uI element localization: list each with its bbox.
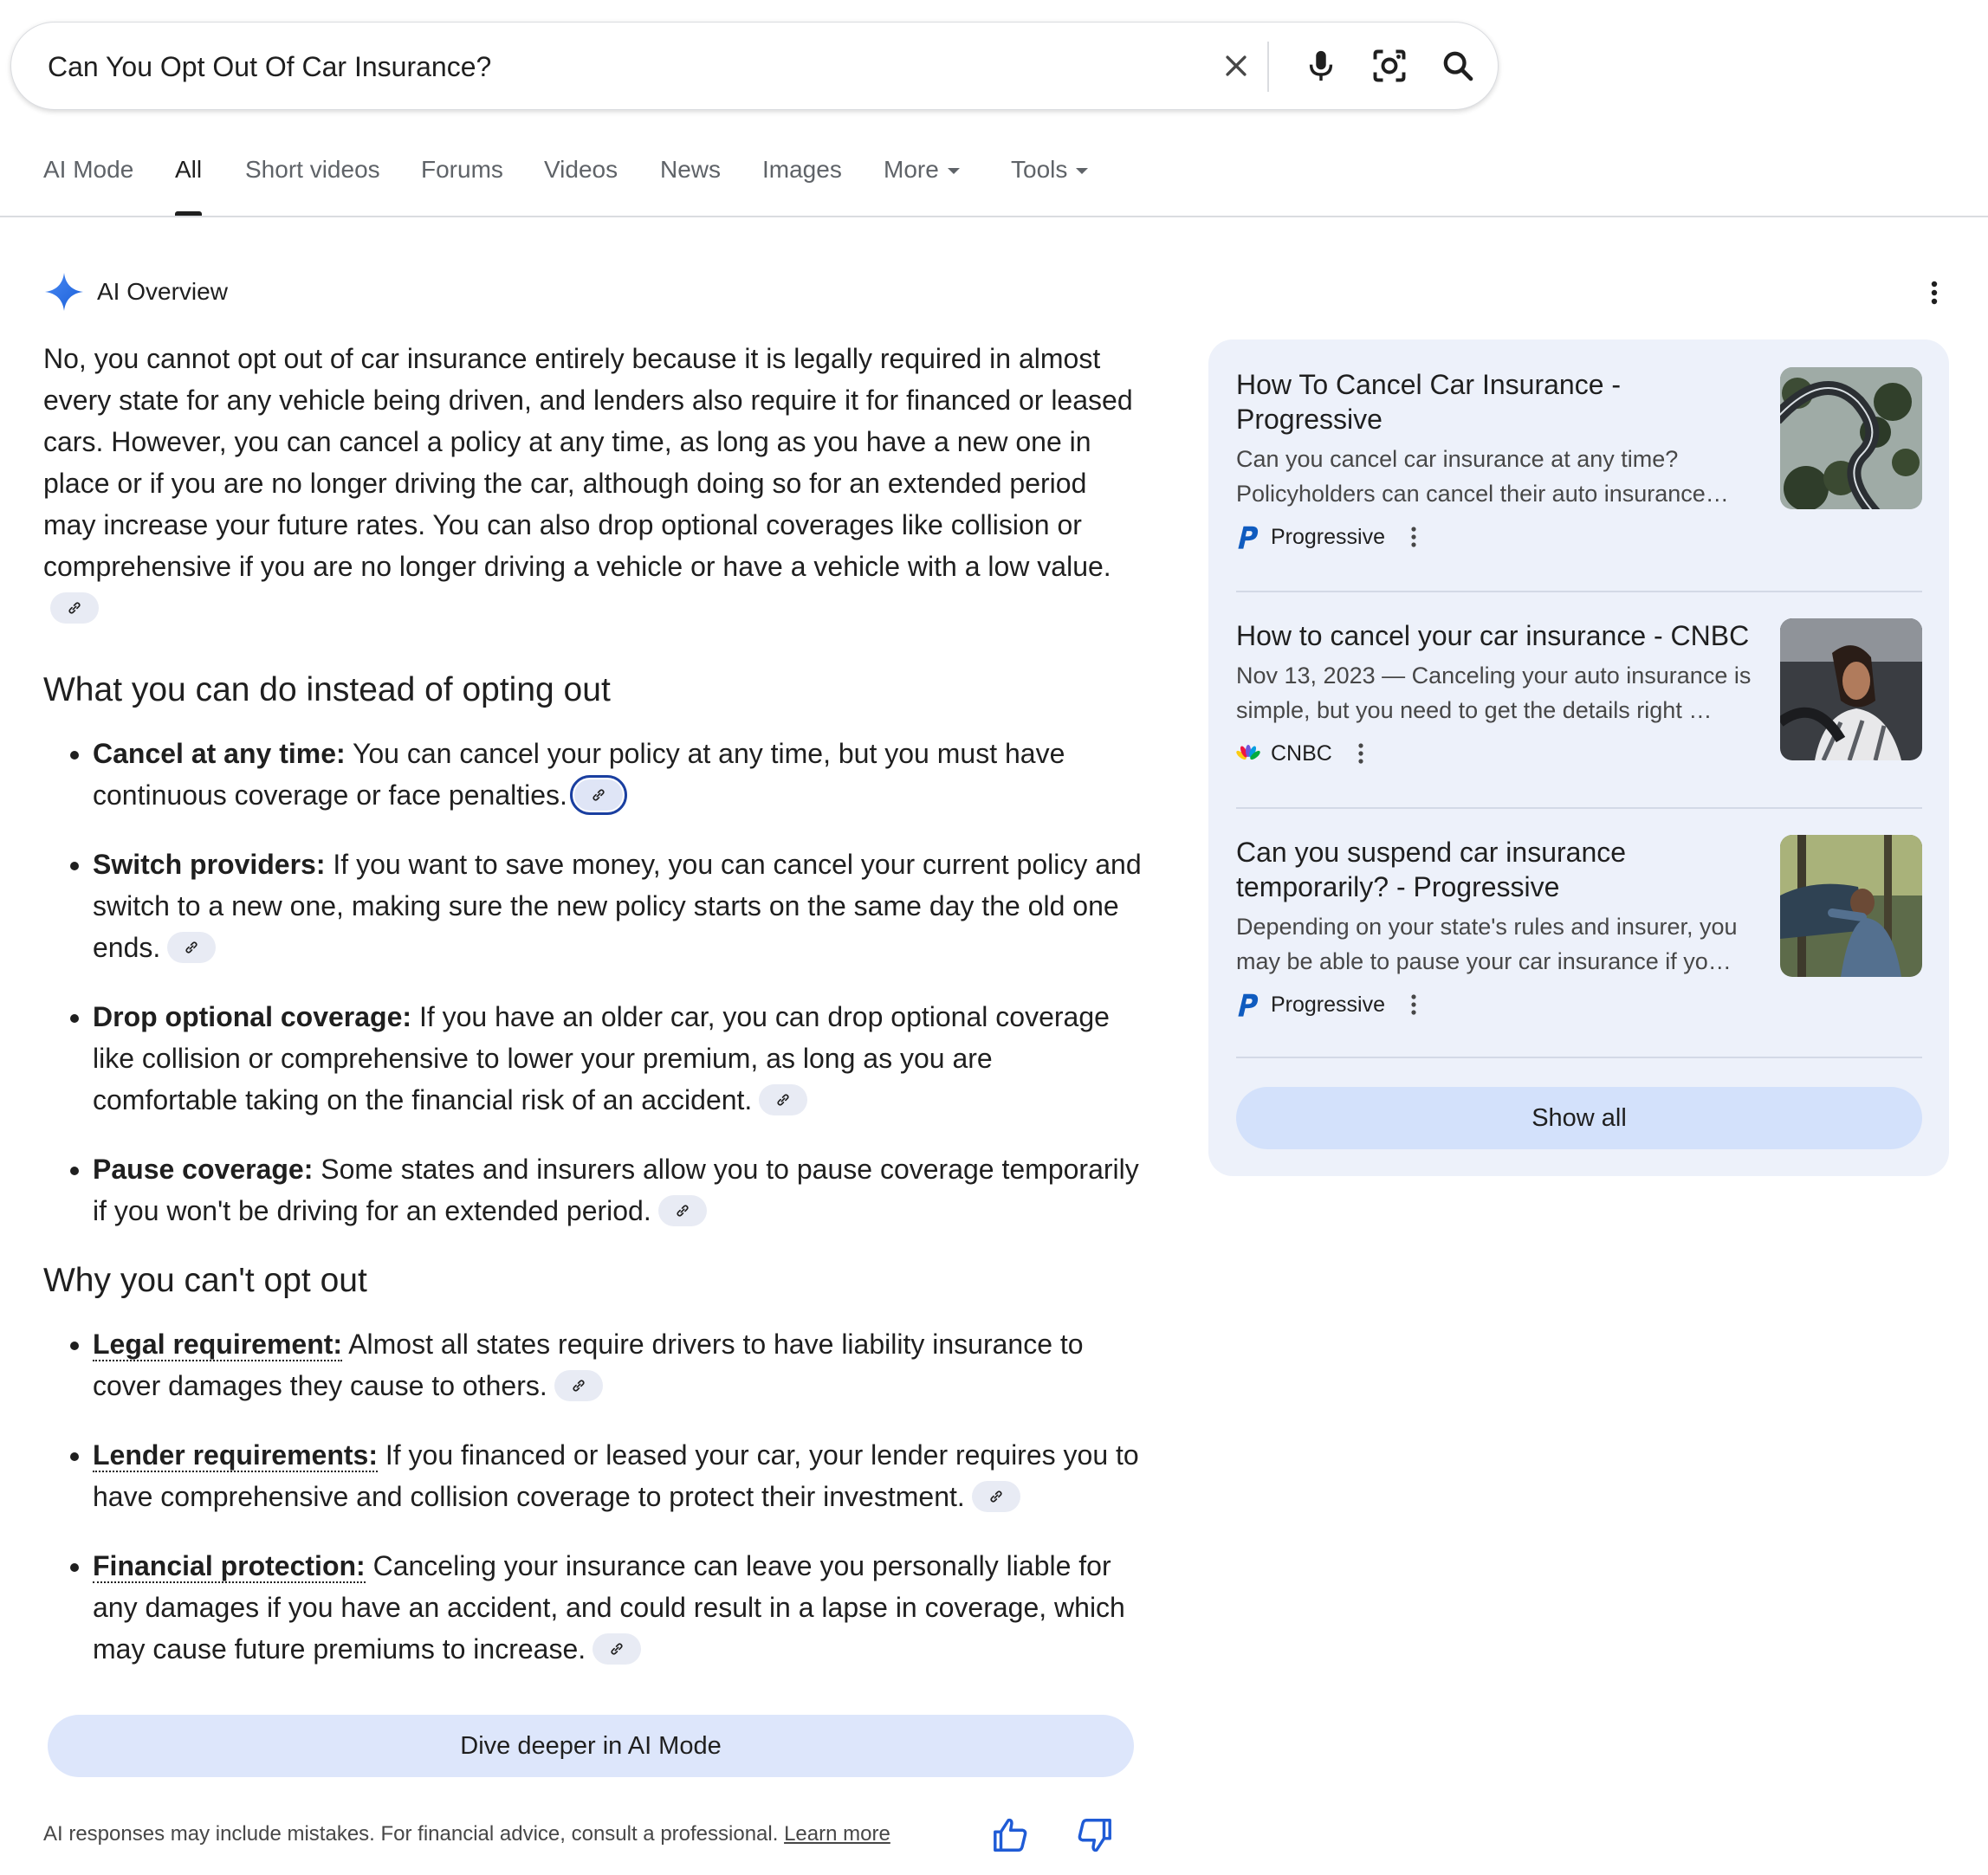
item-text: If you want to save money, you can cancel your current policy and switch to a new one, making sure the new policy starts on the same day the old one ends.	[93, 849, 1142, 963]
item-term-link[interactable]: Legal requirement:	[93, 1329, 343, 1360]
source-attribution	[1236, 987, 1922, 1022]
tab-images[interactable]	[762, 156, 842, 217]
item-term: Pause coverage:	[93, 1154, 314, 1185]
tab-all[interactable]	[175, 156, 202, 217]
source-card[interactable]	[1236, 618, 1922, 771]
overview-intro	[43, 338, 1143, 629]
tools-button[interactable]	[1011, 156, 1088, 217]
thumbs-down-icon[interactable]	[1074, 1815, 1114, 1855]
progressive-logo-icon	[1236, 992, 1260, 1018]
tab-label: Tools	[1011, 156, 1068, 183]
source-card[interactable]	[1236, 367, 1922, 554]
source-card[interactable]	[1236, 835, 1922, 1022]
disclaimer-text: AI responses may include mistakes. For financial advice, consult a professional.	[43, 1822, 779, 1846]
source-menu-icon[interactable]	[1408, 524, 1420, 550]
source-snippet: Nov 13, 2023 — Canceling your auto insurance is simple, but you need to get the details right …	[1236, 663, 1752, 723]
search-icon[interactable]	[1437, 45, 1479, 87]
driver-thumbnail-image	[1780, 618, 1922, 760]
dive-deeper-button[interactable]: Dive deeper in AI Mode	[48, 1715, 1134, 1777]
item-term: Switch providers:	[93, 849, 326, 880]
item-term: Cancel at any time:	[93, 738, 346, 769]
source-name: Progressive	[1271, 524, 1385, 549]
item-text: If you have an older car, you can drop optional coverage like collision or comprehensive to lower your premium, as long as you are comfortable taking on the financial risk of an accident.	[93, 1001, 1110, 1115]
item-text: Almost all states require drivers to have liability insurance to cover damages they cause to others.	[93, 1329, 1084, 1401]
disclaimer	[43, 1822, 890, 1846]
item-text: Canceling your insurance can leave you personally liable for any damages if you have an accident, and could result in a lapse in coverage, which may cause future premiums to increase.	[93, 1550, 1125, 1665]
section-heading: Why you can't opt out	[43, 1262, 367, 1299]
tab-label: Images	[762, 156, 842, 183]
mic-icon[interactable]	[1300, 45, 1342, 87]
citation-link-icon[interactable]	[593, 1633, 641, 1665]
tab-label: Videos	[544, 156, 618, 183]
card-divider	[1236, 807, 1922, 809]
citation-link-icon[interactable]	[574, 779, 623, 811]
tab-label: Short videos	[245, 156, 380, 183]
citation-link-icon[interactable]	[972, 1481, 1020, 1512]
chevron-down-icon	[1076, 168, 1088, 174]
list-item	[93, 1148, 1143, 1232]
learn-more-link[interactable]: Learn more	[784, 1822, 890, 1846]
section-heading: What you can do instead of opting out	[43, 671, 611, 708]
intro-text: No, you cannot opt out of car insurance entirely because it is legally required in almost every state for any vehicle being driven, and lenders also require it for financed or leased cars. However, you can cancel a policy at any time, as long as you have a new one in place or if you are no longer driving the car, although doing so for an extended period may increase your future rates. You can also drop optional coverages like collision or comprehensive if you are no longer driving a vehicle or have a vehicle with a low value.	[43, 343, 1133, 582]
progressive-logo-icon	[1236, 524, 1260, 550]
ai-overview-header	[43, 270, 228, 314]
source-snippet: Can you cancel car insurance at any time? Policyholders can cancel their auto insurance…	[1236, 446, 1729, 507]
source-title[interactable]: How To Cancel Car Insurance - Progressive	[1236, 369, 1622, 435]
list-item	[93, 996, 1143, 1121]
item-term-link[interactable]: Financial protection:	[93, 1550, 366, 1581]
item-term-link[interactable]: Lender requirements:	[93, 1439, 378, 1471]
tab-label: More	[884, 156, 939, 183]
item-term: Drop optional coverage:	[93, 1001, 412, 1032]
citation-link-icon[interactable]	[759, 1084, 807, 1115]
card-divider	[1236, 1057, 1922, 1058]
sources-panel	[1208, 339, 1949, 1176]
tabs-divider	[0, 216, 1988, 217]
list-item	[93, 1434, 1143, 1517]
item-text: If you financed or leased your car, your lender requires you to have comprehensive and collision coverage to protect their investment.	[93, 1439, 1139, 1512]
source-menu-icon[interactable]	[1355, 740, 1367, 766]
chevron-down-icon	[948, 168, 960, 174]
tab-short-videos[interactable]	[245, 156, 380, 217]
show-all-button[interactable]: Show all	[1236, 1087, 1922, 1149]
tab-label: Forums	[421, 156, 503, 183]
citation-link-icon[interactable]	[554, 1370, 603, 1401]
list-item	[93, 733, 1143, 816]
car-roof-thumbnail-image	[1780, 835, 1922, 977]
card-divider	[1236, 591, 1922, 592]
citation-link-icon[interactable]	[658, 1195, 707, 1226]
source-name: CNBC	[1271, 740, 1332, 766]
ai-overview-title: AI Overview	[97, 278, 228, 305]
list-item	[93, 1545, 1143, 1670]
list-item	[93, 844, 1143, 968]
item-text: Some states and insurers allow you to pause coverage temporarily if you won't be driving for an extended period.	[93, 1154, 1139, 1226]
tab-videos[interactable]	[544, 156, 618, 217]
source-menu-icon[interactable]	[1408, 992, 1420, 1018]
search-bar	[10, 22, 1499, 110]
search-input[interactable]	[46, 23, 1175, 111]
citation-link-icon[interactable]	[50, 592, 99, 624]
citation-link-icon[interactable]	[167, 932, 216, 963]
reasons-list	[43, 1323, 1143, 1670]
options-list	[43, 733, 1143, 1232]
more-options-icon[interactable]	[1921, 275, 1947, 310]
tab-more[interactable]	[884, 156, 960, 217]
tab-forums[interactable]	[421, 156, 503, 217]
tab-news[interactable]	[660, 156, 721, 217]
source-snippet: Depending on your state's rules and insurer, you may be able to pause your car insurance if yo…	[1236, 914, 1738, 974]
gemini-sparkle-icon	[43, 271, 85, 313]
tab-label: News	[660, 156, 722, 183]
item-text: You can cancel your policy at any time, but you must have continuous coverage or face penalties.	[93, 738, 1065, 811]
tab-ai-mode[interactable]	[43, 156, 133, 217]
road-thumbnail-image	[1780, 367, 1922, 509]
list-item	[93, 1323, 1143, 1406]
tab-label: AI Mode	[43, 156, 134, 183]
thumbs-up-icon[interactable]	[991, 1815, 1031, 1855]
cnbc-peacock-logo-icon	[1236, 743, 1260, 764]
ai-overview-body	[43, 338, 1143, 1697]
tab-label: All	[175, 156, 203, 183]
search-divider	[1267, 42, 1269, 92]
lens-icon[interactable]	[1369, 45, 1410, 87]
source-title[interactable]: How to cancel your car insurance - CNBC	[1236, 620, 1750, 651]
source-title[interactable]: Can you suspend car insurance temporarily? - Progressive	[1236, 837, 1627, 902]
source-attribution	[1236, 520, 1922, 554]
source-name: Progressive	[1271, 992, 1385, 1017]
close-icon[interactable]	[1215, 45, 1257, 87]
